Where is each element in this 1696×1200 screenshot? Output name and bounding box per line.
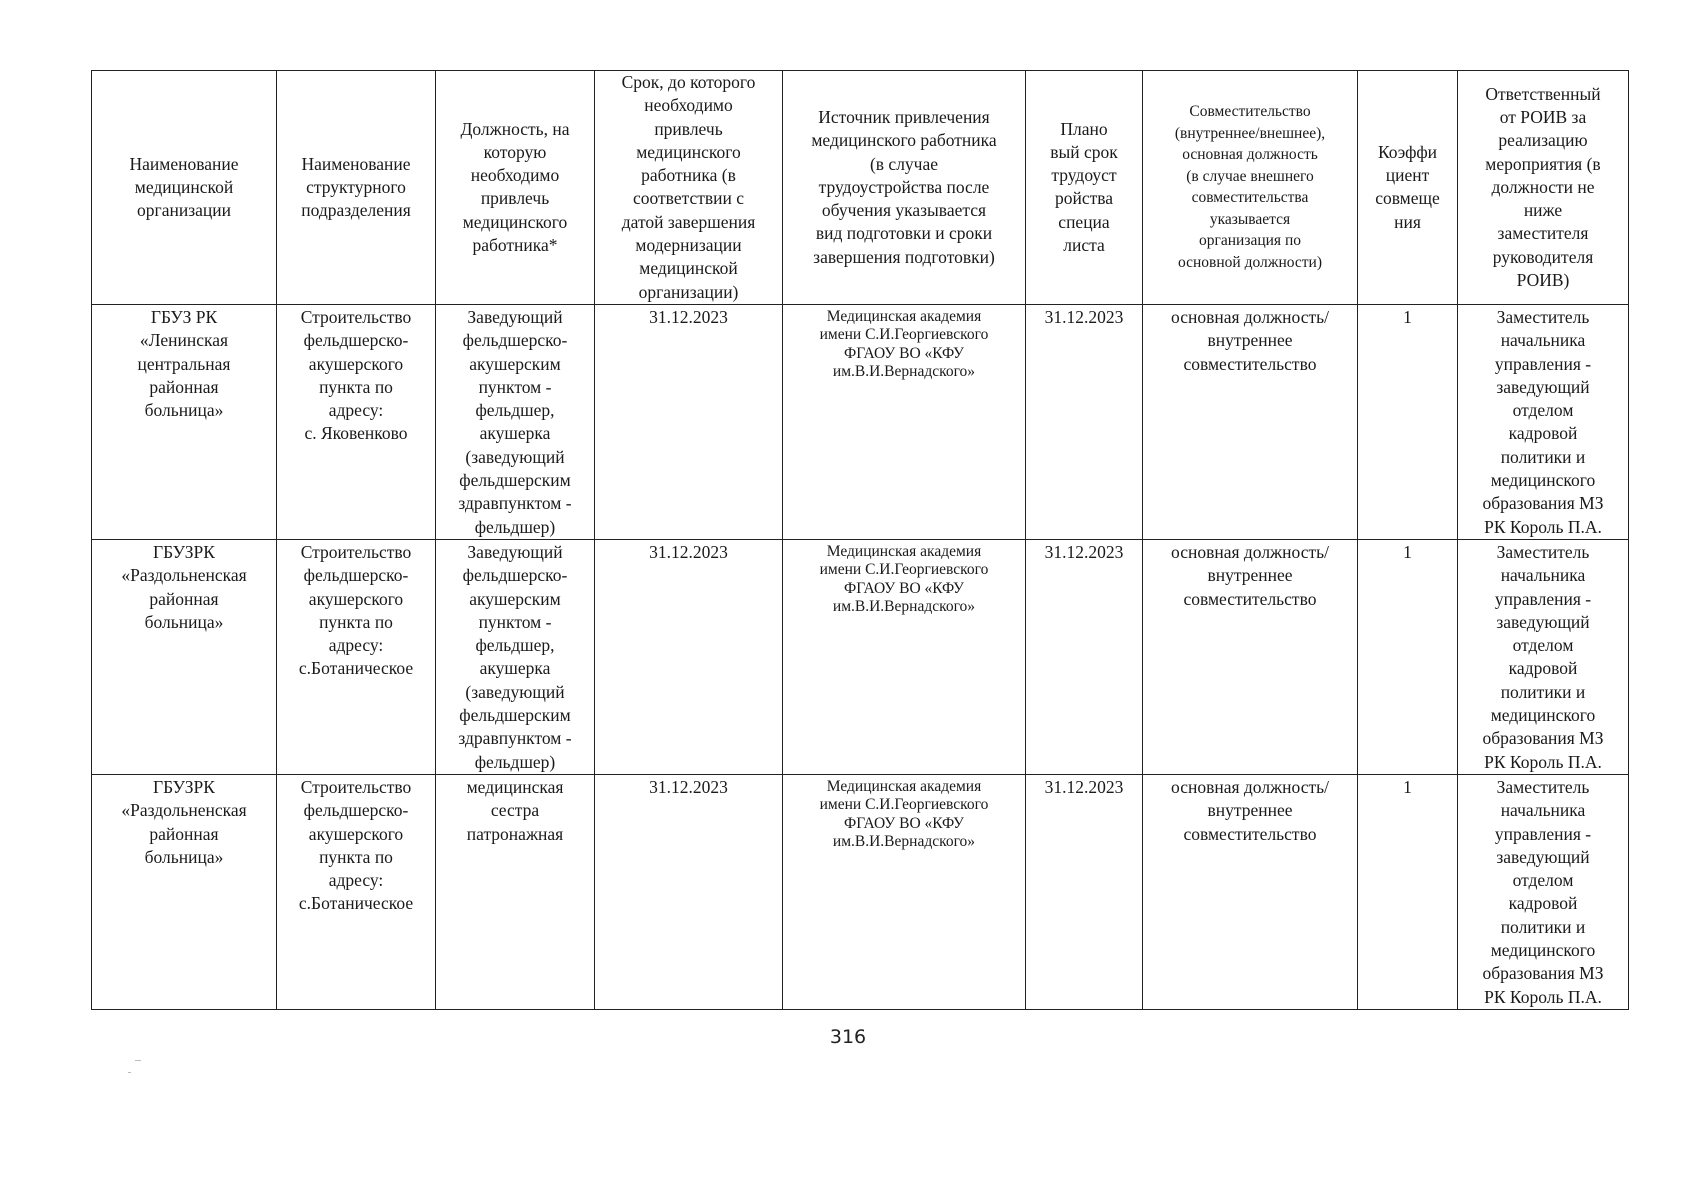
scan-speck	[128, 1072, 131, 1073]
header-subdivision: Наименование структурного подразделения	[277, 71, 436, 305]
header-deadline: Срок, до которого необходимо привлечь медицинского работника (в соответствии с датой завершения модернизации медицинской организации)	[595, 71, 783, 305]
header-source: Источник привлечения медицинского работника (в случае трудоустройства после обучения указывается вид подготовки и сроки завершения подготовки)	[783, 71, 1026, 305]
cell-position: Заведующий фельдшерско- акушерским пунктом - фельдшер, акушерка (заведующий фельдшерским здравпунктом - фельдшер)	[436, 539, 595, 774]
cell-subdivision: Строительство фельдшерско- акушерского пункта по адресу: с.Ботаническое	[277, 774, 436, 1009]
cell-planned-date: 31.12.2023	[1026, 774, 1143, 1009]
cell-organization: ГБУЗРК «Раздольненская районная больница»	[92, 539, 277, 774]
cell-combination: основная должность/ внутреннее совместительство	[1143, 304, 1358, 539]
cell-responsible: Заместитель начальника управления - заведующий отделом кадровой политики и медицинского образования МЗ РК Король П.А.	[1458, 774, 1629, 1009]
cell-position: Заведующий фельдшерско- акушерским пунктом - фельдшер, акушерка (заведующий фельдшерским здравпунктом - фельдшер)	[436, 304, 595, 539]
cell-coefficient: 1	[1358, 774, 1458, 1009]
cell-deadline: 31.12.2023	[595, 304, 783, 539]
scan-speck	[135, 1060, 141, 1061]
table-row	[92, 774, 1629, 1009]
cell-deadline: 31.12.2023	[595, 539, 783, 774]
table-row	[92, 304, 1629, 539]
table-row	[92, 539, 1629, 774]
cell-subdivision: Строительство фельдшерско- акушерского пункта по адресу: с. Яковенково	[277, 304, 436, 539]
cell-responsible: Заместитель начальника управления - заведующий отделом кадровой политики и медицинского образования МЗ РК Король П.А.	[1458, 539, 1629, 774]
page-number: 316	[829, 1026, 867, 1048]
header-combination: Совместительство (внутреннее/внешнее), основная должность (в случае внешнего совместительства указывается организация по основной должности)	[1143, 71, 1358, 305]
cell-planned-date: 31.12.2023	[1026, 304, 1143, 539]
header-responsible: Ответственный от РОИВ за реализацию мероприятия (в должности не ниже заместителя руководителя РОИВ)	[1458, 71, 1629, 305]
cell-organization: ГБУЗ РК «Ленинская центральная районная больница»	[92, 304, 277, 539]
cell-combination: основная должность/ внутреннее совместительство	[1143, 539, 1358, 774]
header-planned-date: Плано вый срок трудоуст ройства специа листа	[1026, 71, 1143, 305]
cell-deadline: 31.12.2023	[595, 774, 783, 1009]
header-position: Должность, на которую необходимо привлечь медицинского работника*	[436, 71, 595, 305]
cell-subdivision: Строительство фельдшерско- акушерского пункта по адресу: с.Ботаническое	[277, 539, 436, 774]
header-organization: Наименование медицинской организации	[92, 71, 277, 305]
cell-coefficient: 1	[1358, 304, 1458, 539]
cell-position: медицинская сестра патронажная	[436, 774, 595, 1009]
cell-organization: ГБУЗРК «Раздольненская районная больница»	[92, 774, 277, 1009]
cell-combination: основная должность/ внутреннее совместительство	[1143, 774, 1358, 1009]
cell-source: Медицинская академия имени С.И.Георгиевского ФГАОУ ВО «КФУ им.В.И.Вернадского»	[783, 539, 1026, 774]
cell-planned-date: 31.12.2023	[1026, 539, 1143, 774]
table-header-row	[92, 71, 1629, 305]
cell-coefficient: 1	[1358, 539, 1458, 774]
cell-source: Медицинская академия имени С.И.Георгиевского ФГАОУ ВО «КФУ им.В.И.Вернадского»	[783, 304, 1026, 539]
cell-source: Медицинская академия имени С.И.Георгиевского ФГАОУ ВО «КФУ им.В.И.Вернадского»	[783, 774, 1026, 1009]
staffing-table	[91, 70, 1629, 1010]
header-coefficient: Коэффи циент совмеще ния	[1358, 71, 1458, 305]
cell-responsible: Заместитель начальника управления - заведующий отделом кадровой политики и медицинского образования МЗ РК Король П.А.	[1458, 304, 1629, 539]
